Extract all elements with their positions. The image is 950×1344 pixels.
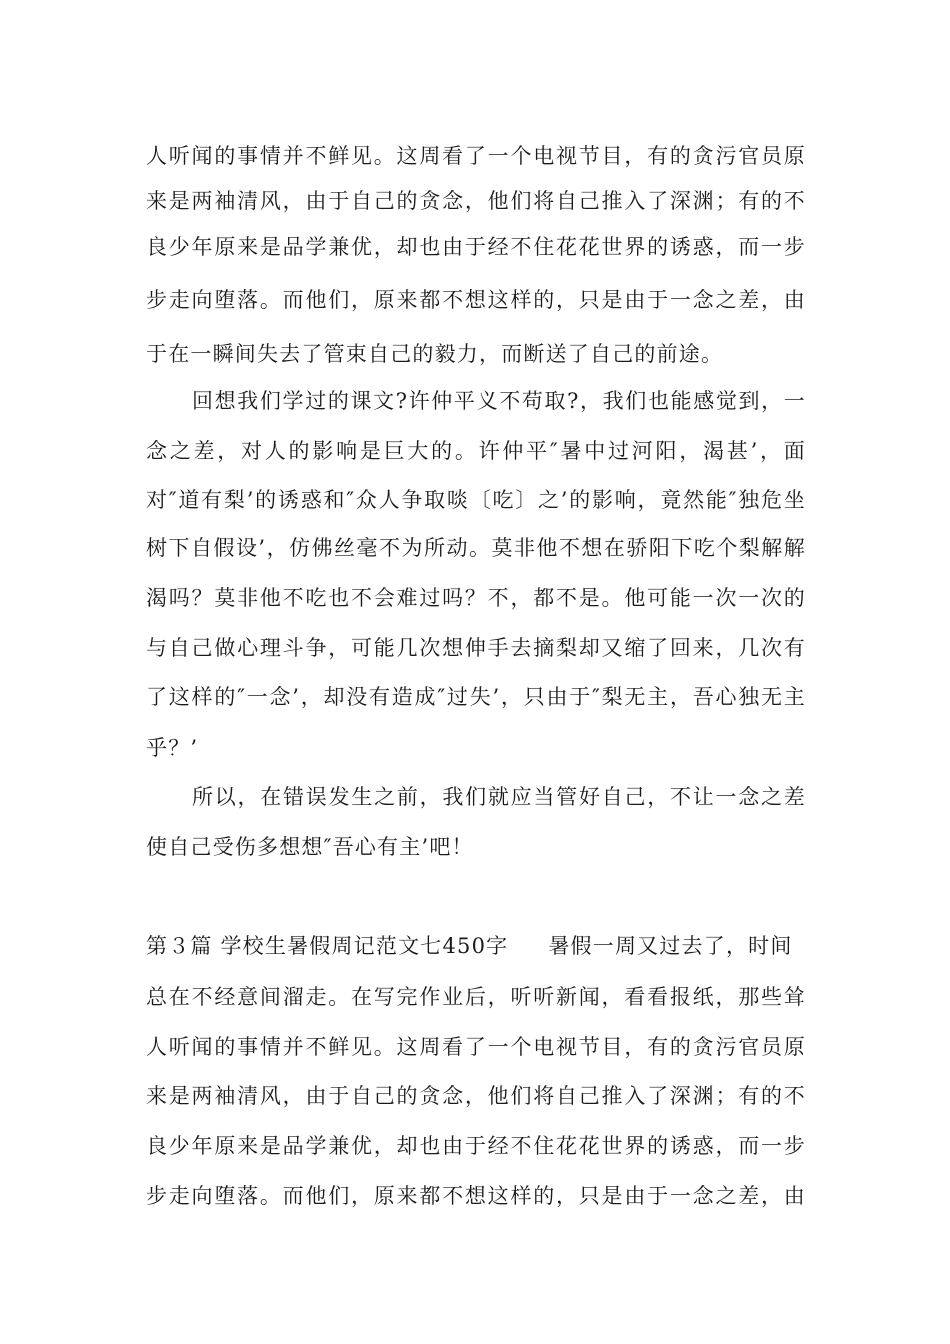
paragraph-line: 步走向堕落。而他们，原来都不想这样的，只是由于一念之差，由 — [146, 288, 806, 312]
section-heading: 第３篇 学校生暑假周记范文七450字 — [146, 934, 509, 958]
paragraph-line: 与自己做心理斗争，可能几次想伸手去摘梨却又缩了回来，几次有 — [146, 636, 806, 660]
paragraph-line: 树下自假设’，仿佛丝毫不为所动。莫非他不想在骄阳下吃个梨解解 — [146, 536, 806, 560]
paragraph-line: 来是两袖清风，由于自己的贪念，他们将自己推入了深渊；有的不 — [146, 1084, 806, 1108]
paragraph-line: 人听闻的事情并不鲜见。这周看了一个电视节目，有的贪污官员原 — [146, 1035, 806, 1059]
paragraph-line: 使自己受伤多想想″吾心有主’吧！ — [146, 835, 474, 859]
paragraph-line: 回想我们学过的课文?许仲平义不苟取?，我们也能感觉到，一 — [192, 389, 806, 413]
paragraph-line: 人听闻的事情并不鲜见。这周看了一个电视节目，有的贪污官员原 — [146, 144, 806, 168]
paragraph-line: 乎？’ — [146, 736, 199, 760]
paragraph-line: 步走向堕落。而他们，原来都不想这样的，只是由于一念之差，由 — [146, 1184, 806, 1208]
paragraph-line: 总在不经意间溜走。在写完作业后，听听新闻，看看报纸，那些耸 — [146, 985, 806, 1009]
section-first-line-text: 暑假一周又过去了，时间 — [548, 934, 793, 958]
paragraph-line: 所以，在错误发生之前，我们就应当管好自己，不让一念之差 — [192, 785, 806, 809]
paragraph-line: 良少年原来是品学兼优，却也由于经不住花花世界的诱惑，而一步 — [146, 1134, 806, 1158]
paragraph-line: 了这样的″一念’，却没有造成″过失’，只由于″梨无主，吾心独无主 — [146, 685, 806, 709]
paragraph-line: 对″道有梨’的诱惑和″众人争取啖〔吃〕之’的影响，竟然能″独危坐 — [146, 488, 806, 512]
paragraph-line: 念之差，对人的影响是巨大的。许仲平″暑中过河阳，渴甚’，面 — [146, 439, 806, 463]
section-heading-line — [146, 931, 793, 961]
paragraph-line: 良少年原来是品学兼优，却也由于经不住花花世界的诱惑，而一步 — [146, 235, 806, 259]
paragraph-line: 渴吗？莫非他不吃也不会难过吗？不，都不是。他可能一次一次的 — [146, 586, 806, 610]
paragraph-line: 来是两袖清风，由于自己的贪念，他们将自己推入了深渊；有的不 — [146, 189, 806, 213]
paragraph-line: 于在一瞬间失去了管束自己的毅力，而断送了自己的前途。 — [146, 342, 724, 366]
